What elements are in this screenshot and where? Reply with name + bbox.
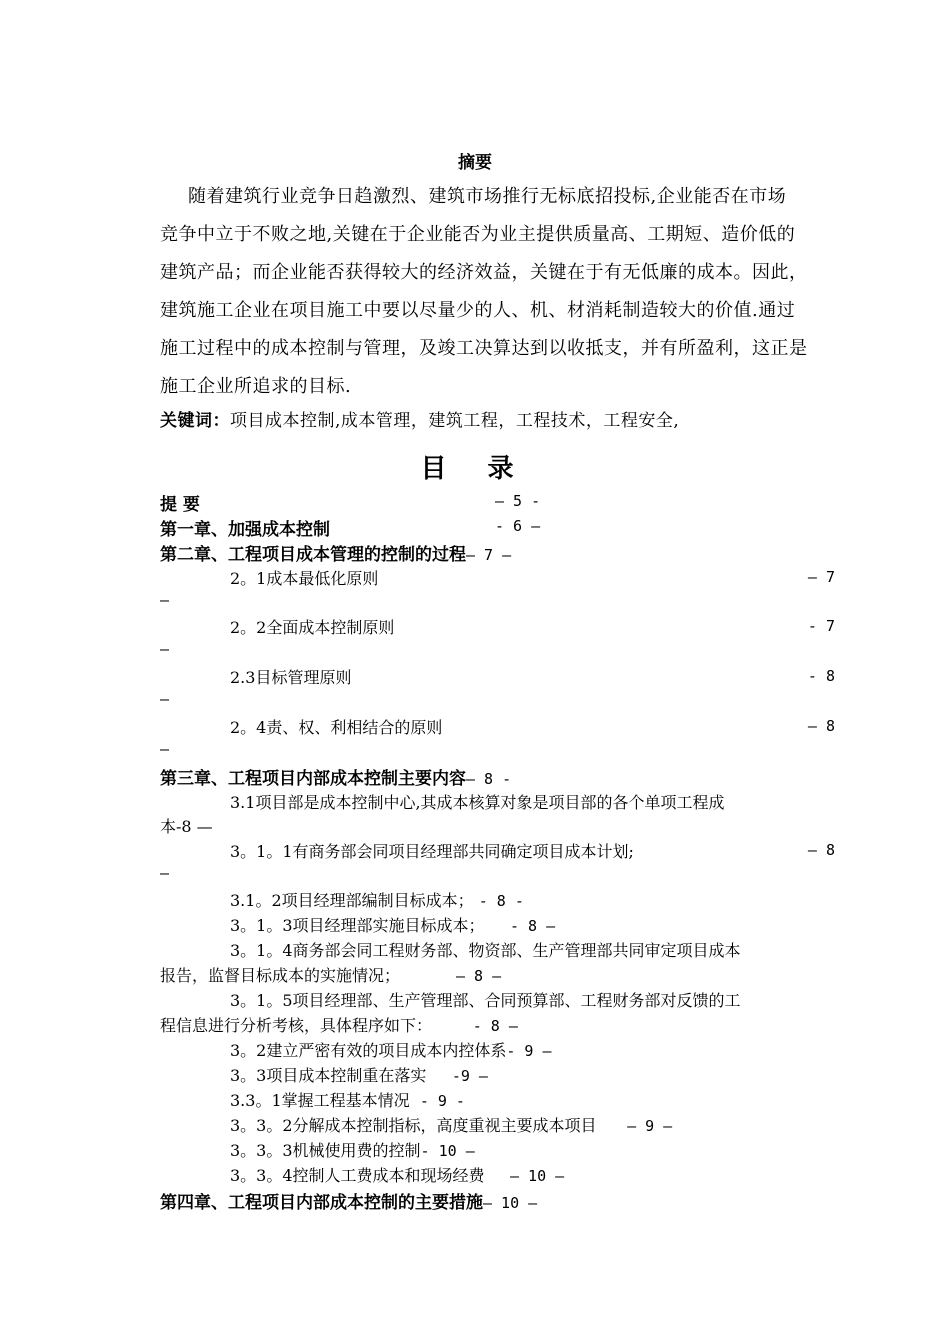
toc-entry-label: 3。3项目成本控制重在落实 [230, 1066, 427, 1085]
toc-title: 目 录 [420, 454, 530, 484]
toc-entry-page: - 6 — [495, 517, 541, 535]
toc-entry[interactable] [160, 540, 511, 565]
toc-entry-continuation: 程信息进行分析考核，具体程序如下： - 8 — [160, 1016, 518, 1035]
toc-entry-page: - 7 [807, 617, 835, 635]
toc-entry-page: -9 — [451, 1067, 488, 1085]
toc-entry-label: 3。1。1有商务部会同项目经理部共同确定项目成本计划; [230, 842, 634, 861]
toc-entry[interactable] [160, 764, 511, 789]
toc-entry-label: 3。3。3机械使用费的控制 [230, 1141, 421, 1160]
toc-entry-label: 3。1。4商务部会同工程财务部、物资部、生产管理部共同审定项目成本 [230, 941, 741, 960]
toc-entry[interactable] [230, 888, 524, 911]
abstract-line-1: 随着建筑行业竞争日趋激烈、建筑市场推行无标底招投标,企业能否在市场 [188, 186, 787, 207]
toc-entry-page: - 9 — [506, 1042, 552, 1060]
toc-entry-page: — 5 - [495, 492, 541, 510]
toc-entry-page-wrap: — [160, 864, 170, 882]
toc-entry[interactable] [230, 1063, 488, 1086]
toc-entry[interactable] [160, 515, 330, 540]
toc-entry[interactable] [230, 913, 555, 936]
toc-entry[interactable] [230, 665, 351, 688]
toc-entry[interactable] [160, 1188, 537, 1213]
toc-entry[interactable] [230, 615, 394, 638]
toc-entry-label: 3。1。5项目经理部、生产管理部、合同预算部、工程财务部对反馈的工 [230, 991, 741, 1010]
toc-entry-continuation: 报告，监督目标成本的实施情况； — 8 — [160, 966, 502, 985]
toc-entry[interactable] [160, 490, 200, 515]
toc-entry-page: — 8 [807, 717, 835, 735]
toc-entry-label: 第一章、加强成本控制 [160, 520, 330, 540]
abstract-line-4: 建筑施工企业在项目施工中要以尽量少的人、机、材消耗制造较大的价值.通过 [160, 300, 796, 321]
toc-entry-page: — 8 — [455, 967, 502, 985]
abstract-line-6: 施工企业所追求的目标. [160, 376, 352, 397]
toc-entry[interactable] [230, 566, 378, 589]
toc-entry[interactable] [230, 1088, 465, 1111]
abstract-title: 摘要 [458, 153, 492, 173]
toc-entry-label: 3。2建立严密有效的项目成本内控体系 [230, 1041, 507, 1060]
toc-entry-page-wrap: — [160, 690, 170, 708]
toc-entry-label: 2。1成本最低化原则 [230, 569, 379, 588]
toc-entry-page: - 8 - [478, 892, 524, 910]
toc-entry-continuation: 本-8 — [160, 817, 213, 836]
toc-entry-page-wrap: — [160, 740, 170, 758]
toc-entry-page: — 10 — [483, 1194, 538, 1212]
toc-entry-label: 3.1项目部是成本控制中心,其成本核算对象是项目部的各个单项工程成 [230, 793, 725, 812]
toc-entry-label: 提 要 [160, 495, 200, 515]
toc-entry-label: 第四章、工程项目内部成本控制的主要措施 [160, 1193, 483, 1213]
toc-entry[interactable] [230, 1038, 552, 1061]
toc-entry-label: 3。3。4控制人工费成本和现场经费 [230, 1166, 485, 1185]
toc-entry-label: 3。3。2分解成本控制指标，高度重视主要成本项目 [230, 1116, 597, 1135]
keywords-text: 项目成本控制,成本管理，建筑工程，工程技术，工程安全, [230, 411, 680, 431]
toc-entry-page-wrap: — [160, 591, 170, 609]
toc-entry-label: 第三章、工程项目内部成本控制主要内容 [160, 769, 466, 789]
toc-entry-label: 第二章、工程项目成本管理的控制的过程 [160, 545, 466, 565]
toc-entry[interactable] [230, 715, 442, 738]
abstract-line-2: 竞争中立于不败之地,关键在于企业能否为业主提供质量高、工期短、造价低的 [160, 224, 796, 245]
keywords-label: 关键词： [160, 411, 230, 431]
toc-entry[interactable] [230, 839, 634, 862]
toc-entry-page: - 8 — [509, 917, 556, 935]
abstract-line-3: 建筑产品；而企业能否获得较大的经济效益，关键在于有无低廉的成本。因此， [160, 262, 808, 283]
toc-entry-page-wrap: — [160, 640, 170, 658]
toc-entry-page: — 9 — [627, 1117, 673, 1135]
toc-entry[interactable] [230, 1113, 672, 1136]
toc-entry-label: 2.3目标管理原则 [230, 668, 352, 687]
toc-entry[interactable] [230, 1163, 564, 1186]
toc-entry-page: — 7 — [466, 546, 512, 564]
toc-entry-page: - 10 — [420, 1142, 475, 1160]
toc-entry-page: - 8 [807, 667, 835, 685]
toc-entry-label: 3.3。1掌握工程基本情况 [230, 1091, 410, 1110]
abstract-line-5: 施工过程中的成本控制与管理，及竣工决算达到以收抵支，并有所盈利，这正是 [160, 338, 808, 359]
toc-entry[interactable] [230, 790, 725, 813]
toc-entry-page: — 7 [807, 568, 835, 586]
toc-entry-page: - 9 - [419, 1092, 465, 1110]
toc-entry-page: - 8 — [472, 1017, 518, 1035]
toc-entry-page: — 8 [807, 841, 835, 859]
toc-entry[interactable] [230, 988, 741, 1011]
keywords-line [160, 406, 679, 431]
toc-entry-page: — 10 — [509, 1167, 565, 1185]
toc-entry[interactable] [230, 938, 741, 961]
toc-entry-label: 2。2全面成本控制原则 [230, 618, 395, 637]
toc-entry-label: 3.1。2项目经理部编制目标成本； [230, 891, 474, 910]
toc-entry-label: 2。4责、权、利相结合的原则 [230, 718, 443, 737]
toc-entry[interactable] [230, 1138, 475, 1161]
toc-entry-page: — 8 - [466, 770, 512, 788]
toc-entry-label: 3。1。3项目经理部实施目标成本； [230, 916, 485, 935]
